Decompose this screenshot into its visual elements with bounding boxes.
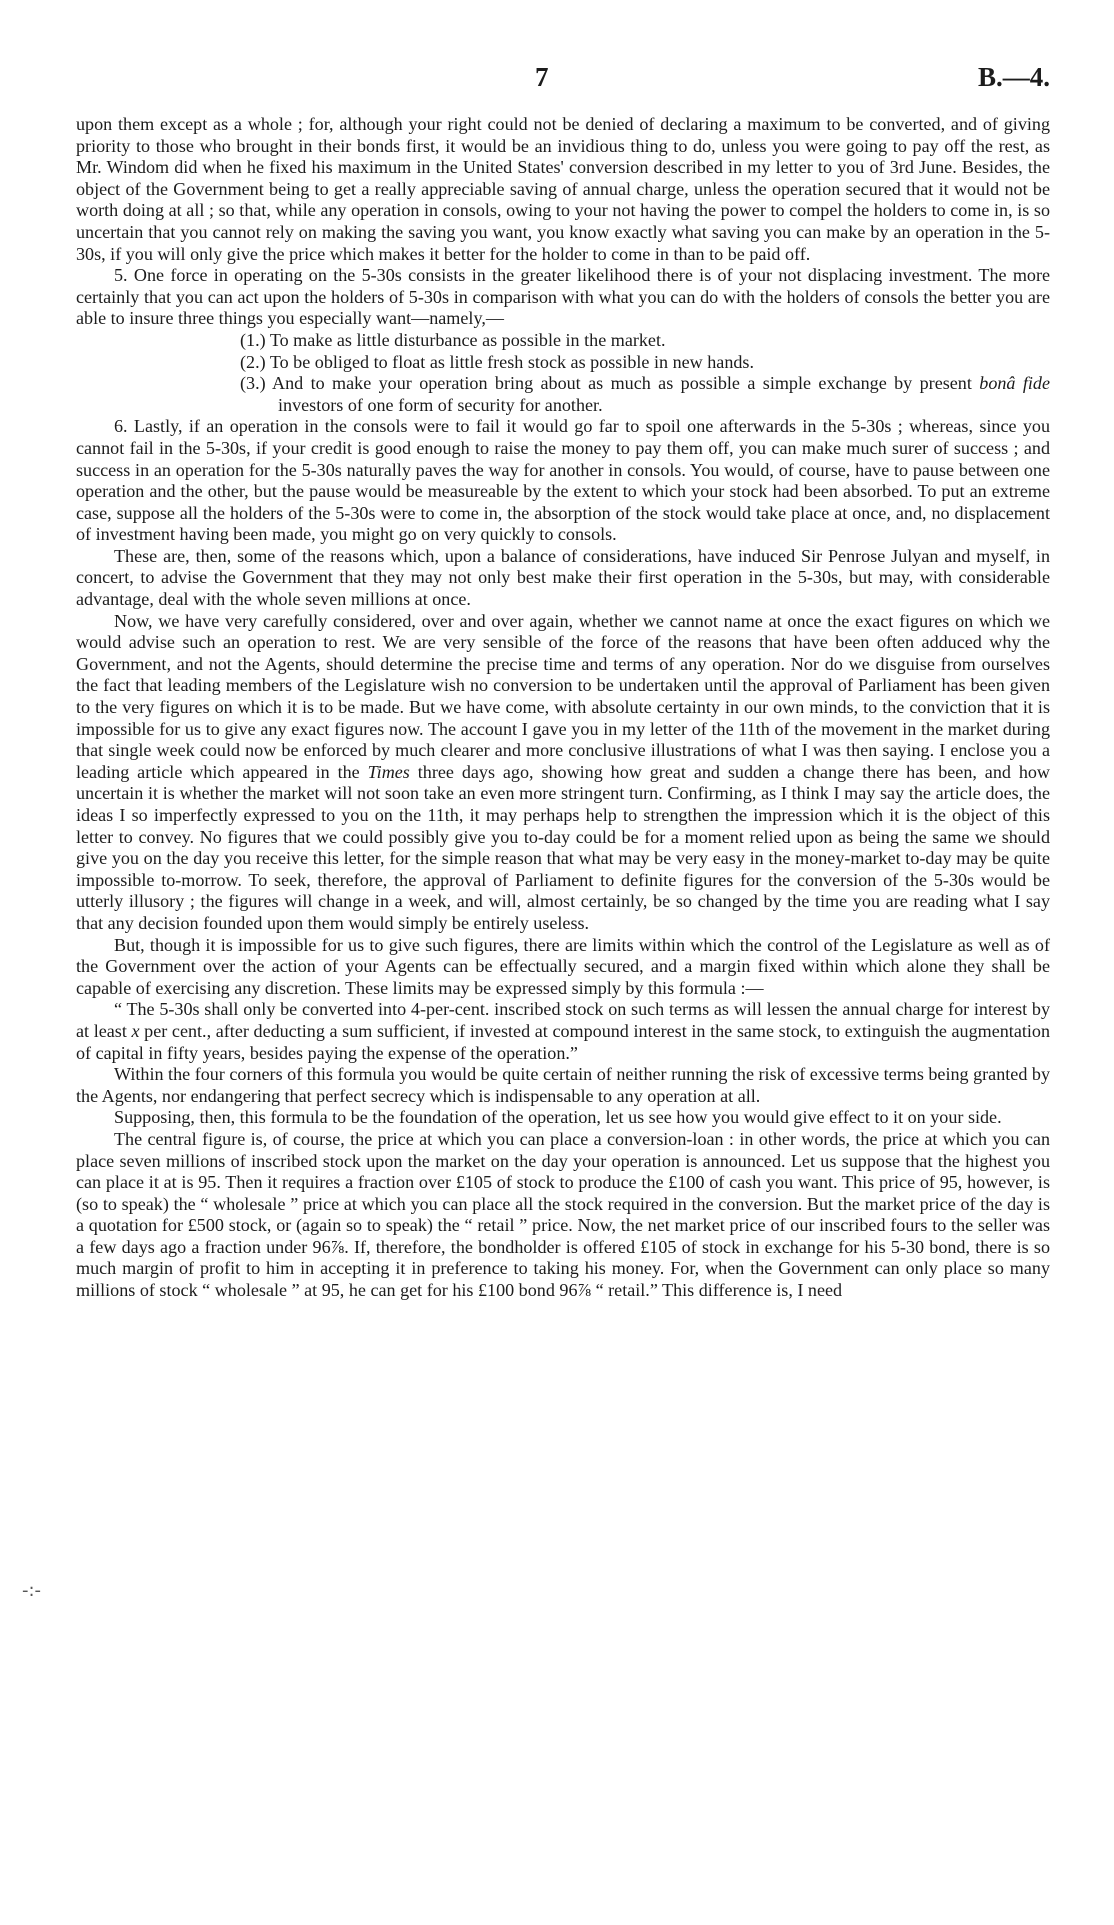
times-reference: Times — [367, 761, 410, 782]
paragraph-supposing: Supposing, then, this formula to be the foundation of the operation, let us see how you would give effect to it on your side. — [114, 1107, 1002, 1128]
numbered-list — [76, 330, 1050, 416]
list-item — [76, 373, 1050, 416]
paragraph-continuation: upon them except as a whole ; for, although your right could not be denied of declaring a maximum to be converted, and of giving priority to those who brought in their bonds first, it would be an invidious thing to do, unless you were going to pay off the rest, as Mr. Windom did when he fixed his maximum in the United States' conversion described in my letter to you of 3rd June. Besides, the object of the Government being to get a really appreciable saving of annual charge, unless the operation secured that it would not be worth doing at all ; so that, while any operation in consols, owing to your not having the power to compel the holders to come in, is so uncertain that you cannot rely on making the saving you want, you know exactly what saving you can make by an operation in the 5-30s, if you will only give the price which makes it better for the holder to come in than to be paid off. — [76, 114, 1050, 264]
list-item-text: (3.) And to make your operation bring about as much as possible a simple exchange by present — [240, 373, 972, 394]
body-text — [76, 114, 1050, 1302]
formula-variable: x — [131, 1020, 140, 1041]
paragraph-6: 6. Lastly, if an operation in the consols were to fail it would go far to spoil one afterwards in the 5-30s ; whereas, since you cannot fail in the 5-30s, if your credit is good enough to raise the money to pay them off, you can make much surer of success ; and success in an operation for the 5-30s naturally paves the way for another in consols. You would, of course, have to pause between one operation and the other, but the pause would be measureable by the extent to which your stock had been absorbed. To put an extreme case, suppose all the holders of the 5-30s were to come in, the absorption of the stock would take place at once, and, no displacement of investment having been made, you might go on very quickly to consols. — [76, 416, 1050, 545]
formula-quote-part-a: “ The 5-30s shall only be converted into 4-per-cent. inscribed stock on such terms as will lessen the annual charge for interest by at least — [76, 999, 1050, 1041]
list-item-tail: investors of one form of security for another. — [278, 394, 603, 415]
paragraph-reasons: These are, then, some of the reasons which, upon a balance of considerations, have induced Sir Penrose Julyan and myself, in concert, to advise the Government that they may not only best make their first operation in the 5-30s, but may, with considerable advantage, deal with the whole seven millions at once. — [76, 545, 1050, 610]
paragraph-four-corners: Within the four corners of this formula you would be quite certain of neither running the risk of excessive terms being granted by the Agents, nor endangering that perfect secrecy which is indispensable to any operation at all. — [76, 1064, 1050, 1106]
formula-quote-part-b: per cent., after deducting a sum sufficient, if invested at compound interest in the same stock, to extinguish the augmentation of capital in fifty years, besides paying the expense of the operation.” — [76, 1020, 1050, 1063]
list-item: (2.) To be obliged to float as little fresh stock as possible in new hands. — [240, 351, 754, 372]
document-code: B.—4. — [977, 62, 1050, 92]
paragraph-5: 5. One force in operating on the 5-30s consists in the greater likelihood there is of your not displacing investment. The more certainly that you can act upon the holders of 5-30s in comparison with what you can do with the holders of consols the better you are able to insure three things you especially want—namely,— — [76, 265, 1050, 329]
italic-phrase: bonâ fide — [979, 373, 1050, 394]
page-number: 7 — [535, 62, 549, 92]
formula-quote — [76, 999, 1050, 1064]
margin-annotation: -:- — [22, 1580, 42, 1601]
paragraph-figures-part-a: Now, we have very carefully considered, over and over again, whether we cannot name at once the exact figures on which we would advise such an operation to rest. We are very sensible of the force of the reasons that have been often adduced why the Government, and not the Agents, should determine the precise time and terms of any operation. Nor do we disguise from ourselves the fact that leading members of the Legislature wish no conversion to be undertaken until the approval of Parliament has been given to the very figures on which it is to be made. But we have come, with absolute certainty in our own minds, to the conviction that it is impossible for us to give any exact figures now. The account I gave you in my letter of the 11th of the movement in the market during that single week could now be enforced by much clearer and more conclusive illustrations of what I was then saying. I enclose you a leading article which appeared in the — [76, 610, 1050, 782]
page-header — [0, 62, 1114, 102]
paragraph-figures — [76, 611, 1050, 935]
list-item: (1.) To make as little disturbance as possible in the market. — [240, 329, 666, 350]
paragraph-limits: But, though it is impossible for us to give such figures, there are limits within which the control of the Legislature as well as of the Government over the action of your Agents can be effectually secured, and a margin fixed within which alone they shall be capable of exercising any discretion. These limits may be expressed simply by this formula :— — [76, 934, 1050, 998]
paragraph-central-figure: The central figure is, of course, the price at which you can place a conversion-loan : in other words, the price at which you can place seven millions of inscribed stock upon the market on the day your operation is announced. Let us suppose that the highest you can place it at is 95. Then it requires a fraction over £105 of stock to produce the £100 of cash you want. This price of 95, however, is (so to speak) the “ wholesale ” price at which you can place all the stock required in the conversion. But the market price of the day is a quotation for £500 stock, or (again so to speak) the “ retail ” price. Now, the net market price of our inscribed fours to the seller was a few days ago a fraction under 96⅞. If, therefore, the bondholder is offered £105 of stock in exchange for his 5-30 bond, there is so much margin of profit to him in accepting it in preference to taking his money. For, when the Government can only place so many millions of stock “ wholesale ” at 95, he can get for his £100 bond 96⅞ “ retail.” This difference is, I need — [76, 1128, 1050, 1301]
paragraph-figures-part-b: three days ago, showing how great and sudden a change there has been, and how uncertain it is whether the market will not soon take an even more stringent turn. Confirming, as I think I may say the article does, the ideas I so imperfectly expressed to you on the 11th, it may perhaps help to strengthen the impression which it is the object of this letter to convey. No figures that we could possibly give you to-day could be for a moment relied upon as being the same we should give you on the day you receive this letter, for the simple reason that what may be very easy in the money-market to-day may be quite impossible to-morrow. To seek, therefore, the approval of Parliament to definite figures for the conversion of the 5-30s would be utterly illusory ; the figures will change in a week, and will, almost certainly, be so changed by the time you are reading what I say that any decision founded upon them would simply be entirely useless. — [76, 761, 1050, 933]
